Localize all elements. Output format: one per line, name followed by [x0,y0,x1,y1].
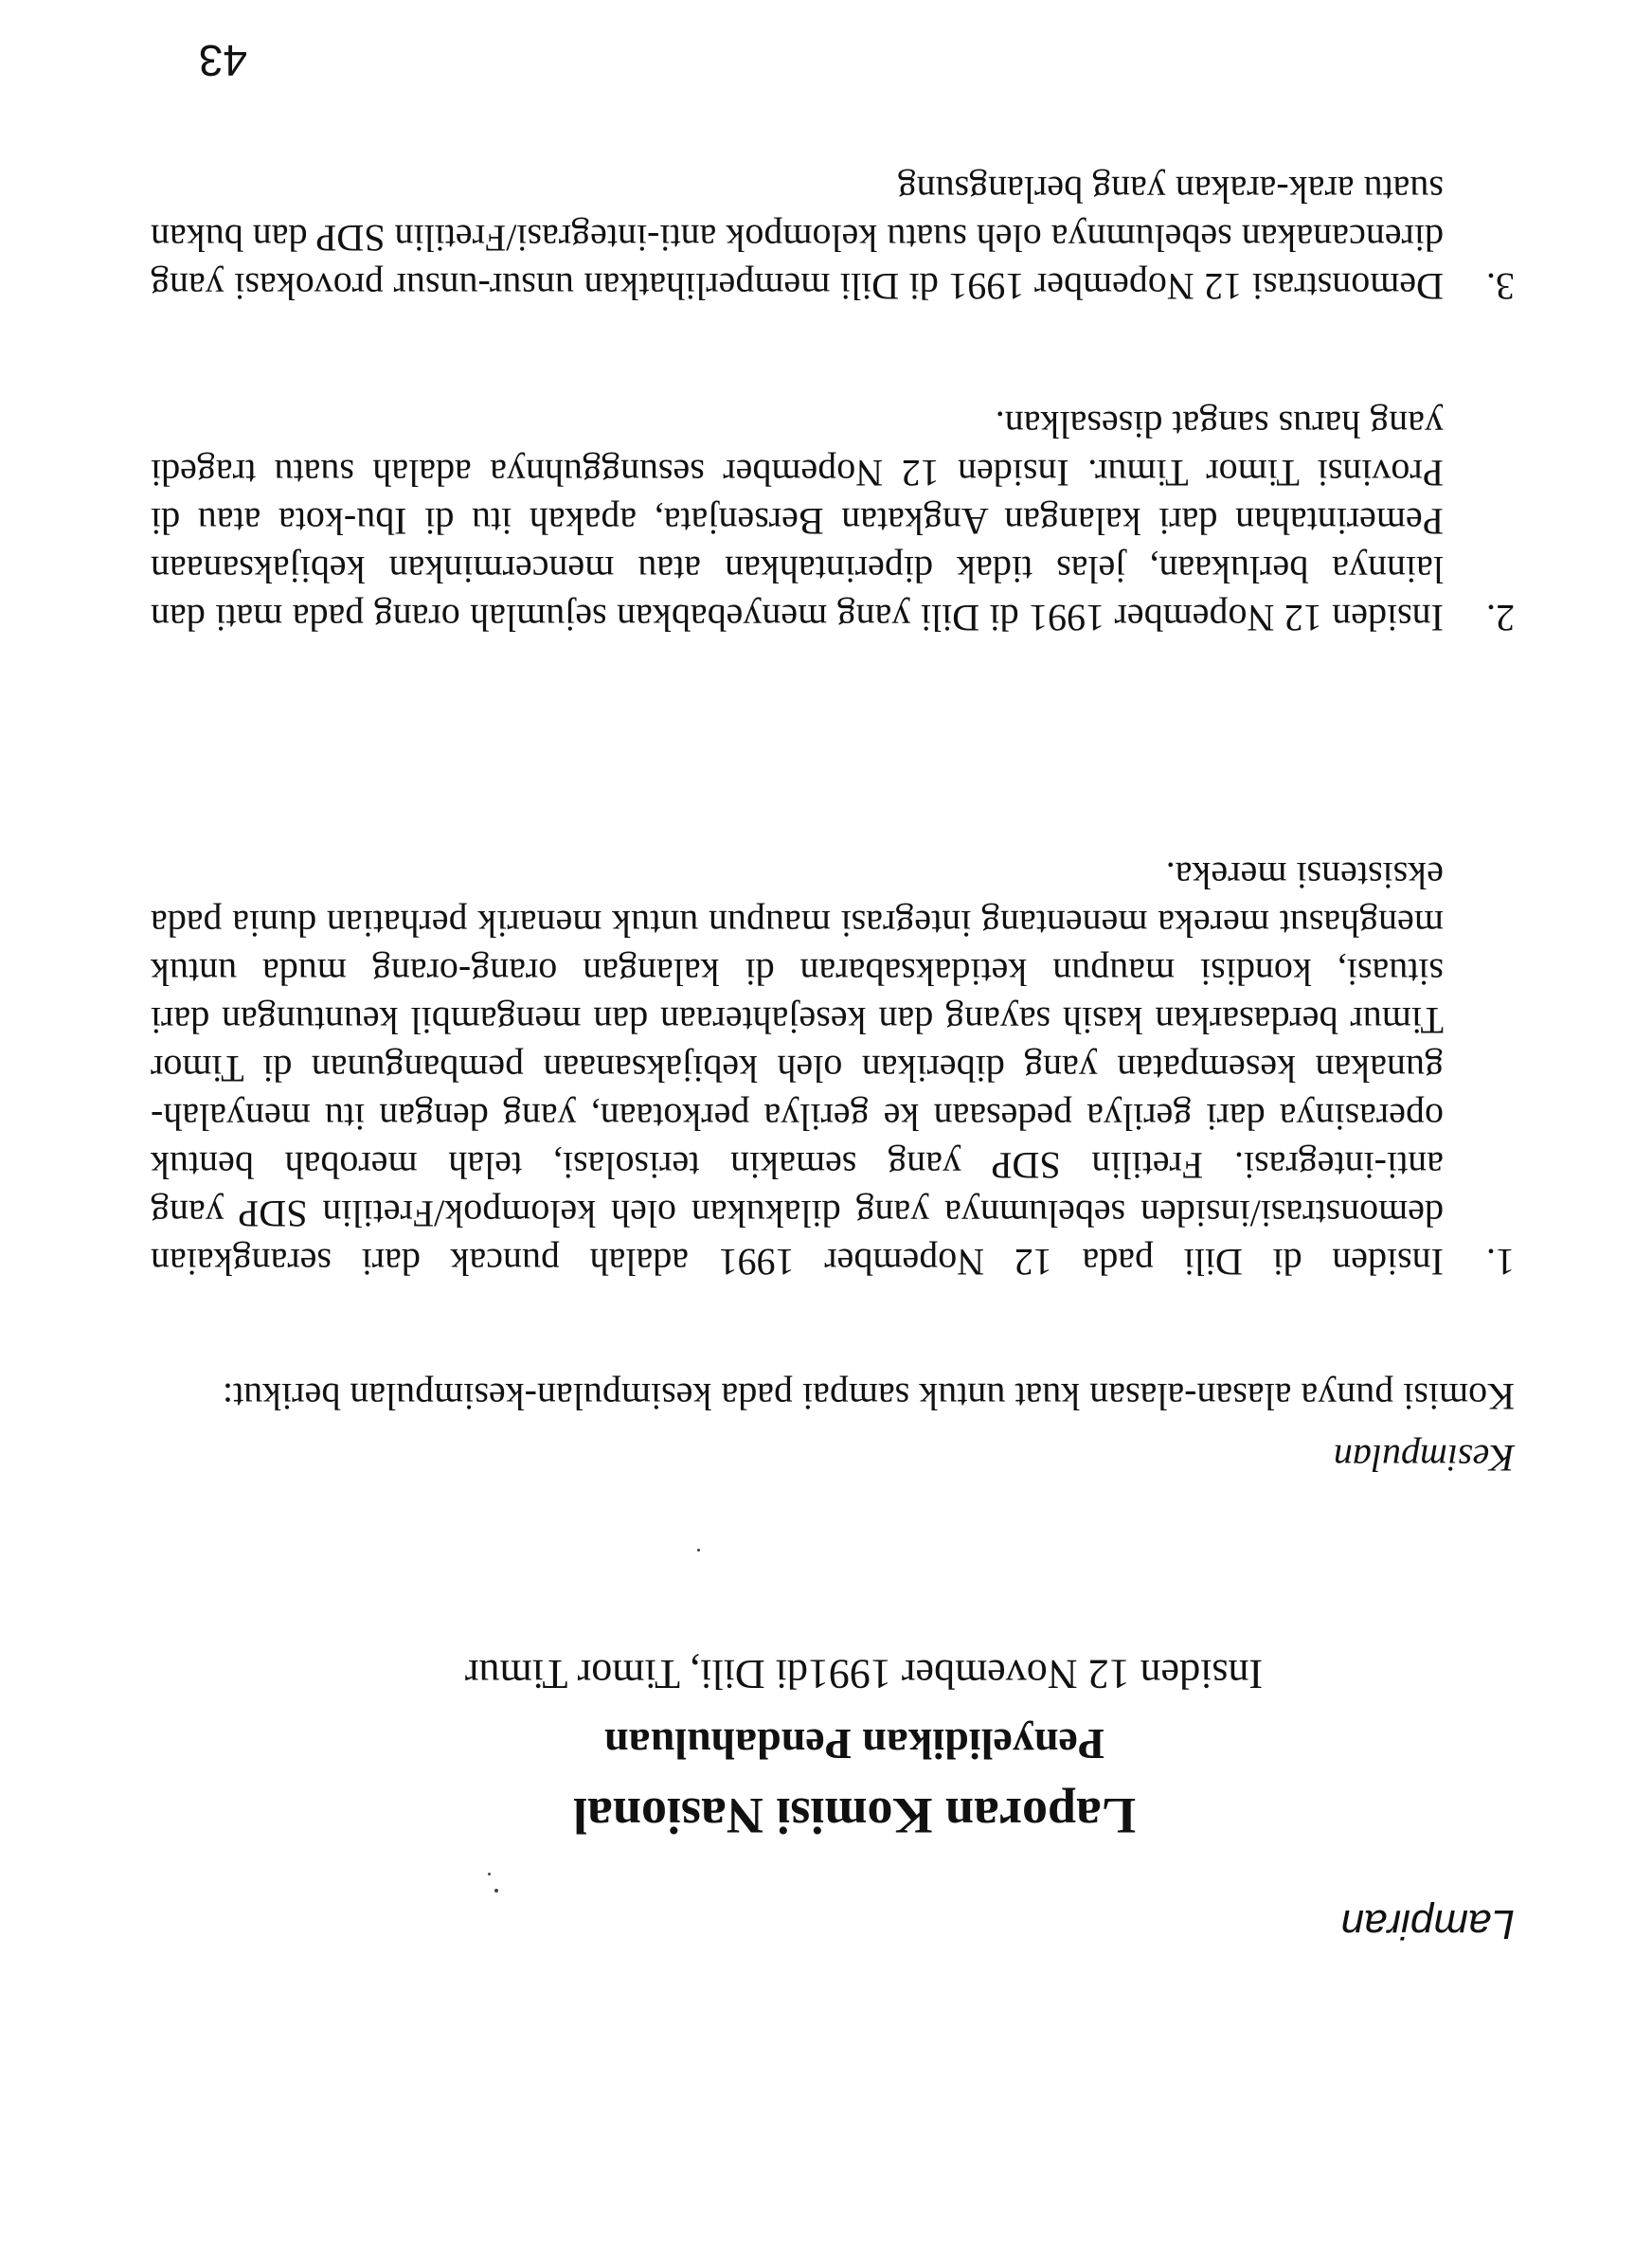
intro-paragraph: Komisi punya alasan-alasan kuat untuk sampai pada kesimpulan-kesimpulan berikut: [222,1375,1515,1418]
scan-speck [488,1873,491,1875]
item-text: Insiden di Dili pada 12 Nopember 1991 adalah puncak dari serangkaian demonstrasi/insiden sebelumnya yang dilakukan oleh kelompok/Fretilin SDP yang anti-integrasi. Fretilin SDP yang semakin terisolasi, telah merobah bentuk operasinya dari gerilya pedesaan ke gerilya perkotaan, yang dengan itu menyalah-gunakan kesempatan yang diberikan oleh kebijaksanaan pembangunan di Timor Timur berdasarkan kasih sayang dan kesejahteraan dan mengambil keuntungan dari situasi, kondisi maupun ketidaksabaran di kalangan orang-orang muda untuk menghasut mereka menentang integrasi maupun untuk menarik perhatian dunia pada eksistensi mereka. [151,854,1444,1283]
page-number: 43 [198,36,247,85]
report-subtitle: Penyelidikan Pendahuluan [604,1720,1104,1768]
scan-speck [494,1889,498,1893]
conclusion-item [151,401,1515,642]
item-number: 2. [1486,597,1515,639]
item-number: 1. [1486,1241,1515,1283]
item-text: Demonstrasi 12 Nopember 1991 di Dili memperlihatkan unsur-unsur provokasi yang direncanakan sebelumnya oleh suatu kelompok anti-integrasi/Fretilin SDP dan bukan suatu arak-arakan yang berlangsung [151,169,1444,308]
scan-speck [697,1549,700,1552]
section-label: Lampiran [1340,1901,1515,1947]
conclusion-heading: Kesimpulan [1333,1437,1515,1480]
report-title: Laporan Komisi Nasional [572,1787,1137,1844]
conclusion-item [151,852,1515,1286]
conclusion-item [151,166,1515,311]
item-number: 3. [1486,265,1515,308]
event-title: Insiden 12 November 1991di Dili, Timor Timur [464,1651,1264,1697]
item-text: Insiden 12 Nopember 1991 di Dili yang menyebabkan sejumlah orang pada mati dan lainnya berlukaan, jelas tidak diperintahkan atau mencerminkan kebijaksanaan Pemerintahan dari kalangan Angkatan Bersenjata, apakah itu di Ibu-kota atau di Provinsi Timor Timur. Insiden 12 Nopember sesungguhnya adalah suatu tragedi yang harus sangat disesalkan. [151,404,1444,639]
